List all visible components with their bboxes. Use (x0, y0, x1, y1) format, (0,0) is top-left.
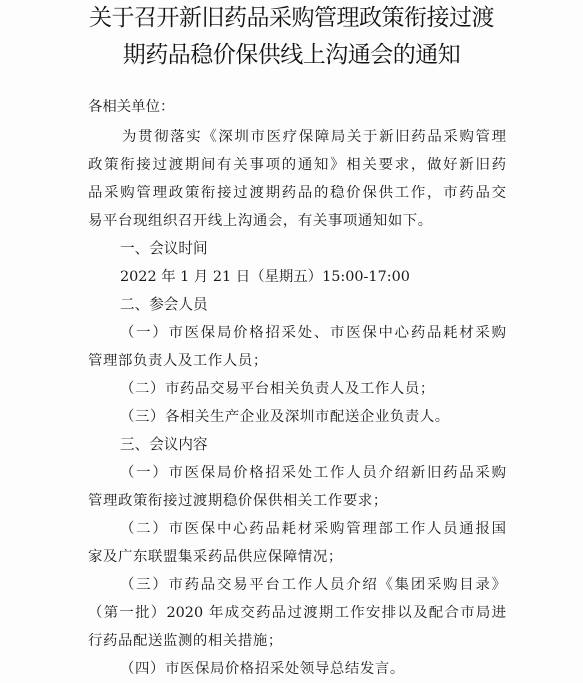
attendee-item: （三）各相关生产企业及深圳市配送企业负责人。 (120, 409, 450, 425)
document-title-line-2: 期药品稳价保供线上沟通会的通知 (122, 42, 461, 68)
agenda-item: （四）市医保局价格招采处领导总结发言。 (120, 661, 405, 677)
section-heading-meeting-time: 一、会议时间 (120, 240, 208, 257)
meeting-time: 2022 年 1 月 21 日（星期五）15:00-17:00 (120, 269, 410, 285)
agenda-item: （第一批）2020 年成交药品过渡期工作安排以及配合市局进 (88, 605, 506, 621)
attendee-item: （二）市药品交易平台相关负责人及工作人员； (120, 381, 435, 397)
agenda-item: 管理政策衔接过渡期稳价保供相关工作要求； (88, 493, 388, 509)
document-title-line-1: 关于召开新旧药品采购管理政策衔接过渡 (89, 5, 494, 31)
section-heading-attendees: 二、参会人员 (120, 296, 208, 313)
agenda-item: （二）市医保中心药品耗材采购管理部工作人员通报国 (120, 521, 506, 537)
intro-line: 品采购管理政策衔接过渡期药品的稳价保供工作，市药品交 (88, 185, 506, 201)
intro-line: 政策衔接过渡期间有关事项的通知》相关要求，做好新旧药 (88, 157, 506, 173)
agenda-item: 家及广东联盟集采药品供应保障情况； (88, 549, 343, 565)
agenda-item: （一）市医保局价格招采处工作人员介绍新旧药品采购 (120, 465, 506, 481)
attendee-item: （一）市医保局价格招采处、市医保中心药品耗材采购 (120, 325, 506, 341)
salutation: 各相关单位： (88, 99, 175, 115)
section-heading-agenda: 三、会议内容 (120, 436, 208, 453)
agenda-item: （三）市药品交易平台工作人员介绍《集团采购目录》 (120, 577, 506, 593)
attendee-item: 管理部负责人及工作人员； (88, 353, 268, 369)
intro-line: 易平台现组织召开线上沟通会，有关事项通知如下。 (88, 213, 433, 229)
agenda-item: 行药品配送监测的相关措施； (88, 633, 283, 649)
intro-line: 为贯彻落实《深圳市医疗保障局关于新旧药品采购管理 (122, 129, 506, 145)
